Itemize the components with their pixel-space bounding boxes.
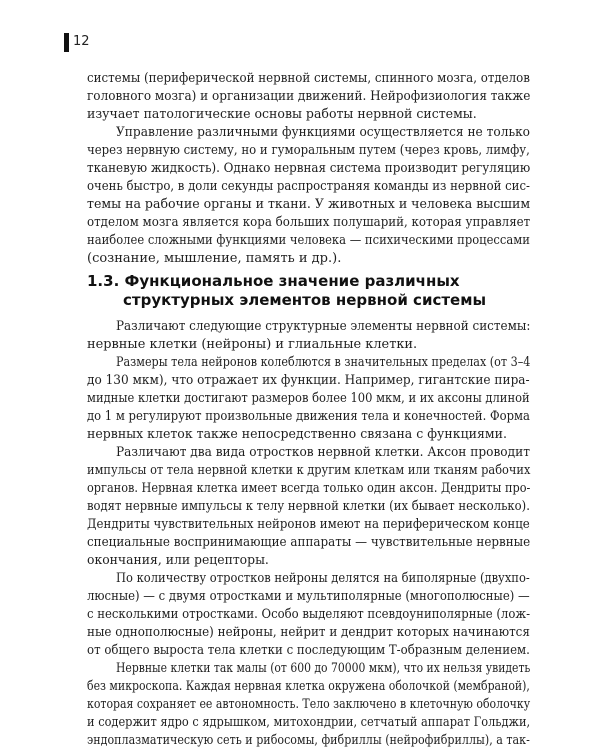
text-line: нервные клетки (нейроны) и глиальные клетки. [87, 337, 418, 352]
text-line: от общего выроста тела клетки с последующим Т-образным делением. [87, 643, 530, 658]
text-line: люсные) — с двумя отростками и мультиполярные (многополюсные) — [87, 589, 530, 604]
text-line: По количеству отростков нейроны делятся на биполярные (двухпо- [116, 571, 530, 586]
text-line: нервных клеток также непосредственно связана с функциями. [87, 427, 507, 442]
text-line: Управление различными функциями осуществляется не только [116, 125, 531, 140]
text-line: изучает патологические основы работы нервной системы. [87, 107, 477, 122]
text-line: тканевую жидкость). Однако нервная система производит регуляцию [87, 161, 531, 176]
text-line: без микроскопа. Каждая нервная клетка окружена оболочкой (мембраной), [87, 679, 530, 694]
text-line: отделом мозга является кора больших полушарий, которая управляет [87, 215, 531, 230]
text-line: Размеры тела нейронов колеблются в значительных пределах (от 3–4 [116, 355, 531, 370]
section-heading-line: структурных элементов нервной системы [123, 291, 487, 309]
page-number-marker [64, 33, 69, 52]
text-line: и содержит ядро с ядрышком, митохондрии, сетчатый аппарат Гольджи, [87, 715, 531, 730]
text-line: с несколькими отростками. Особо выделяют псевдоуниполярные (лож- [87, 607, 531, 622]
text-line: импульсы от тела нервной клетки к другим клеткам или тканям рабочих [87, 463, 531, 478]
text-line: головного мозга) и организации движений. Нейрофизиология также [87, 89, 531, 104]
text-line: Различают два вида отростков нервной клетки. Аксон проводит [116, 445, 530, 460]
text-line: очень быстро, в доли секунды распространяя команды из нервной сис- [87, 179, 530, 194]
text-line: наиболее сложными функциями человека — психическими процессами [87, 233, 530, 248]
text-line: системы (периферической нервной системы, спинного мозга, отделов [87, 71, 530, 86]
text-line: Дендриты чувствительных нейронов имеют на периферическом конце [87, 517, 530, 532]
text-line: ные однополюсные) нейроны, нейрит и дендрит которых начинаются [87, 625, 530, 640]
text-line: (сознание, мышление, память и др.). [87, 251, 342, 266]
text-line: мидные клетки достигают размеров более 100 мкм, и их аксоны длиной [87, 391, 530, 406]
text-line: органов. Нервная клетка имеет всегда только один аксон. Дендриты про- [87, 481, 531, 496]
section-heading-line: 1.3. Функциональное значение различных [87, 272, 460, 290]
text-line: Нервные клетки так малы (от 600 до 70000 мкм), что их нельзя увидеть [116, 661, 531, 676]
text-line: Различают следующие структурные элементы нервной системы: [116, 319, 531, 334]
text-line: эндоплазматическую сеть и рибосомы, фибриллы (нейрофибриллы), а так- [87, 733, 530, 748]
text-line: через нервную систему, но и гуморальным путем (через кровь, лимфу, [87, 143, 530, 158]
text-line: окончания, или рецепторы. [87, 553, 269, 568]
text-line: до 1 м регулируют произвольные движения тела и конечностей. Форма [87, 409, 530, 424]
text-line: водят нервные импульсы к телу нервной клетки (их бывает несколько). [87, 499, 530, 514]
text-line: которая сохраняет ее автономность. Тело заключено в клеточную оболочку [87, 697, 531, 712]
page-number: 12 [73, 34, 90, 49]
text-line: специальные воспринимающие аппараты — чувствительные нервные [87, 535, 531, 550]
text-line: темы на рабочие органы и ткани. У животных и человека высшим [87, 197, 531, 212]
text-line: до 130 мкм), что отражает их функции. Например, гигантские пира- [87, 373, 530, 388]
